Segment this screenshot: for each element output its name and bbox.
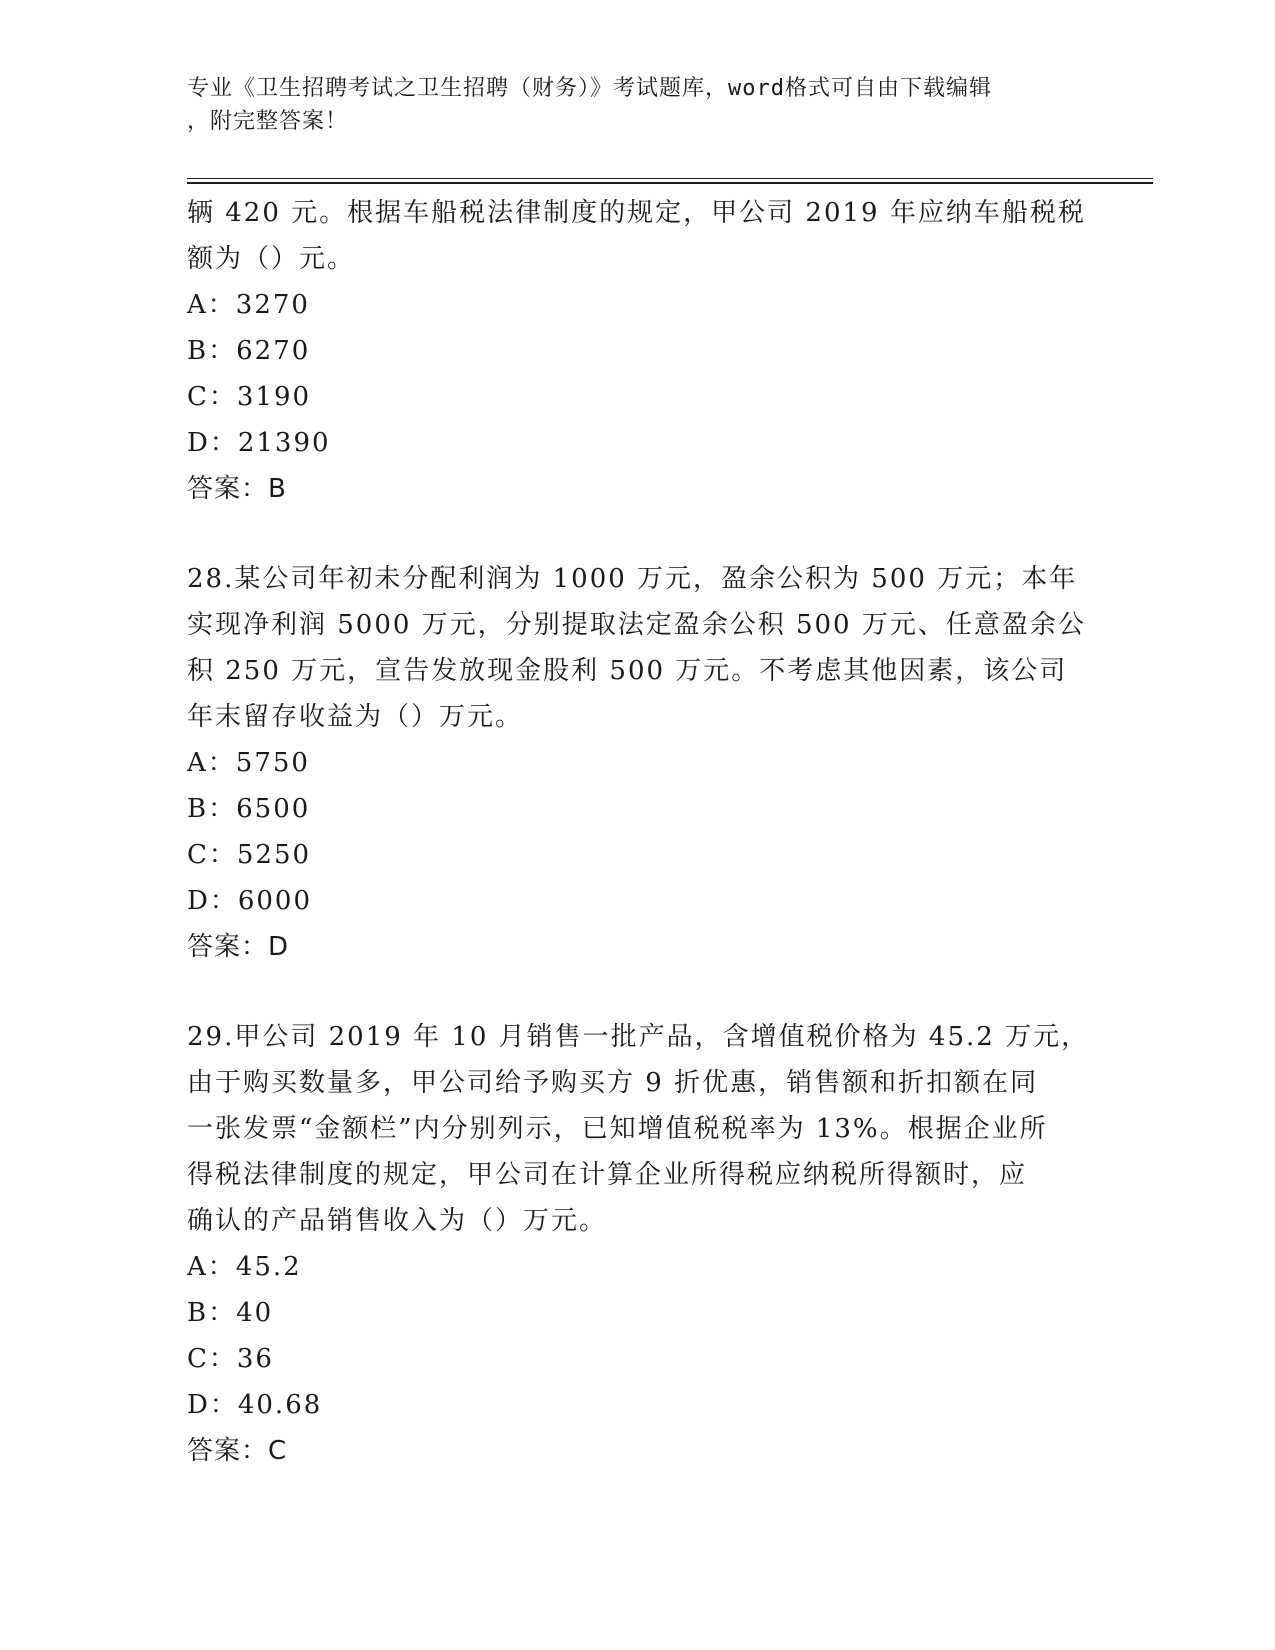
answer-line: 答案：C (187, 1436, 288, 1466)
question-list (187, 190, 1090, 1474)
question-text-line: 辆 420 元。根据车船税法律制度的规定，甲公司 2019 年应纳车船税税 (187, 198, 1086, 228)
header-divider-thin (187, 178, 1153, 179)
option-b: B：6500 (187, 794, 311, 824)
option-a: A：45.2 (187, 1252, 302, 1282)
question-text-line: 29.甲公司 2019 年 10 月销售一批产品，含增值税价格为 45.2 万元， (187, 1022, 1090, 1052)
question-27 (187, 190, 1087, 512)
option-a: A：3270 (187, 290, 310, 320)
option-d: D：21390 (187, 428, 331, 458)
question-29 (187, 1014, 1090, 1474)
question-text-line: 得税法律制度的规定，甲公司在计算企业所得税应纳税所得额时，应 (187, 1160, 1028, 1190)
question-text-line: 实现净利润 5000 万元，分别提取法定盈余公积 500 万元、任意盈余公 (187, 610, 1086, 640)
question-28 (187, 556, 1087, 970)
question-text-line: 年末留存收益为（）万元。 (187, 702, 524, 732)
header-line-1: 专业《卫生招聘考试之卫生招聘（财务）》考试题库，word格式可自由下载编辑 (187, 76, 992, 101)
option-c: C：36 (187, 1344, 274, 1374)
answer-line: 答案：D (187, 932, 290, 962)
option-b: B：40 (187, 1298, 274, 1328)
question-text-line: 确认的产品销售收入为（）万元。 (187, 1206, 608, 1236)
header-divider-thick (187, 182, 1153, 184)
option-a: A：5750 (187, 748, 310, 778)
question-text-line: 积 250 万元，宣告发放现金股利 500 万元。不考虑其他因素，该公司 (187, 656, 1068, 686)
answer-line: 答案：B (187, 474, 287, 504)
header-line-2: ，附完整答案！ (187, 109, 349, 134)
question-text-line: 由于购买数量多，甲公司给予购买方 9 折优惠，销售额和折扣额在同 (187, 1068, 1039, 1098)
question-spacer (187, 512, 1087, 556)
question-text-line: 28.某公司年初未分配利润为 1000 万元，盈余公积为 500 万元；本年 (187, 564, 1078, 594)
question-spacer (187, 970, 1087, 1014)
option-c: C：3190 (187, 382, 312, 412)
option-d: D：6000 (187, 886, 313, 916)
document-header (187, 72, 1067, 138)
question-text-line: 额为（）元。 (187, 244, 356, 274)
option-d: D：40.68 (187, 1390, 323, 1420)
option-b: B：6270 (187, 336, 311, 366)
question-text-line: 一张发票“金额栏”内分别列示，已知增值税税率为 13%。根据企业所 (187, 1114, 1048, 1144)
option-c: C：5250 (187, 840, 312, 870)
